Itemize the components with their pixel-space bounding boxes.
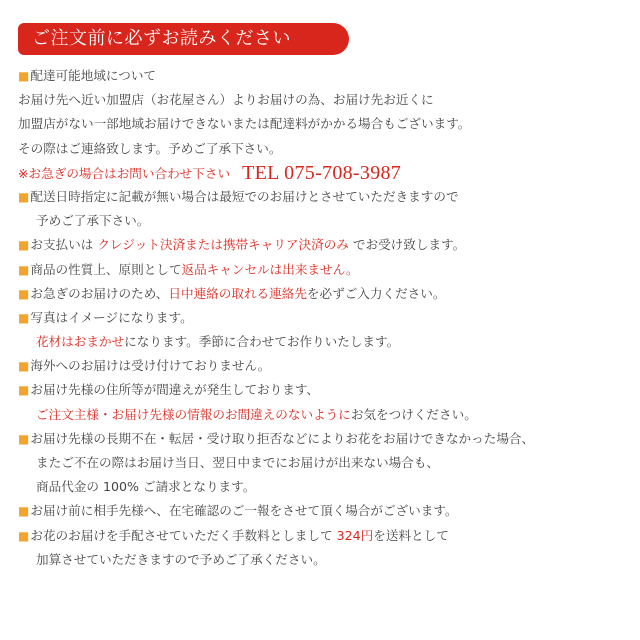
payment-methods: クレジット決済または携帯キャリア決済のみ: [97, 237, 349, 253]
area-heading: 配達可能地域について: [30, 68, 157, 83]
contact-line: [18, 282, 630, 306]
contact-text-after: を必ずご入力ください。: [306, 285, 446, 301]
absence-line-2: [18, 451, 630, 475]
phone-number: TEL 075-708-3987: [242, 161, 402, 184]
flower-choice-note: 花材はおまかせ: [36, 334, 125, 350]
area-text-line-3: [18, 137, 630, 161]
absence-line-1: [18, 427, 630, 451]
payment-text-before: お支払いは: [30, 237, 98, 253]
delivery-date-text-2: 予めご了承下さい。: [36, 213, 150, 229]
returns-text-before: 商品の性質上、原則として: [30, 261, 182, 277]
daytime-contact: 日中連絡の取れる連絡先: [168, 285, 307, 301]
address-warning: ご注文主様・お届け先様の情報のお間違えのないように: [36, 406, 351, 422]
overseas-line: [18, 354, 630, 378]
area-text-line-2: [18, 112, 630, 136]
address-line-2: [18, 403, 630, 427]
contact-text-before: お急ぎのお届けのため、: [30, 285, 169, 301]
prior-notice-line: [18, 499, 630, 523]
bullet-square-icon: ■: [18, 262, 30, 277]
area-text-3: その際はご連絡致します。予めご了承下さい。: [18, 140, 282, 156]
absence-text-3: 商品代金の 100% ご請求となります。: [36, 479, 256, 495]
area-text-2: 加盟店がない一部地域お届けできないまたは配達料がかかる場合もございます。: [18, 116, 471, 132]
prior-notice-text: お届け前に相手先様へ、在宅確認のご一報をさせて頂く場合がございます。: [30, 503, 458, 519]
photo-text-2: になります。季節に合わせてお作りいたします。: [124, 334, 400, 350]
bullet-square-icon: ■: [18, 504, 30, 519]
returns-line: [18, 258, 630, 282]
bullet-square-icon: ■: [18, 431, 30, 446]
overseas-text: 海外へのお届けは受け付けておりません。: [30, 358, 271, 374]
bullet-square-icon: ■: [18, 310, 30, 325]
urgent-contact-line: [18, 161, 630, 185]
bullet-square-icon: ■: [18, 528, 30, 543]
fee-line-2: [18, 548, 630, 572]
notice-list: [18, 64, 630, 572]
address-text-2: お気をつけください。: [350, 406, 477, 422]
photo-line-1: [18, 306, 630, 330]
payment-text-after: でお受け致します。: [348, 237, 466, 253]
address-text-1: お届け先様の住所等が間違えが発生しております、: [30, 382, 319, 398]
bullet-square-icon: ■: [18, 359, 30, 374]
fee-text-before: お花のお届けを手配させていただく手数料としまして: [30, 527, 337, 543]
delivery-date-text-1: 配送日時指定に記載が無い場合は最短でのお届けとさせていただきますので: [30, 188, 459, 204]
bullet-square-icon: ■: [18, 286, 30, 301]
urgent-note: ※お急ぎの場合はお問い合わせ下さい: [18, 165, 231, 181]
bullet-square-icon: ■: [18, 189, 30, 204]
absence-text-1: お届け先様の長期不在・転居・受け取り拒否などによりお花をお届けできなかった場合、: [30, 430, 535, 446]
area-heading-line: [18, 64, 630, 88]
address-line-1: [18, 378, 630, 402]
delivery-date-line-2: [18, 209, 630, 233]
fee-text-after: を送料として: [373, 527, 449, 543]
fee-amount: 324円: [336, 527, 374, 543]
banner-title: ご注文前に必ずお読みください: [32, 28, 291, 49]
fee-line-1: [18, 524, 630, 548]
notice-banner: [18, 23, 349, 55]
fee-text-2: 加算させていただきますので予めご了承ください。: [36, 551, 326, 567]
area-text-line-1: [18, 88, 630, 112]
payment-line: [18, 233, 630, 257]
absence-line-3: [18, 475, 630, 499]
photo-text-1: 写真はイメージになります。: [30, 309, 193, 325]
delivery-date-line-1: [18, 185, 630, 209]
bullet-square-icon: ■: [18, 238, 30, 253]
bullet-square-icon: ■: [18, 383, 30, 398]
absence-text-2: またご不在の際はお届け当日、翌日中までにお届けが出来ない場合も、: [36, 455, 439, 470]
bullet-square-icon: ■: [18, 69, 30, 83]
no-returns-notice: 返品キャンセルは出来ません。: [181, 261, 359, 277]
area-text-1: お届け先へ近い加盟店（お花屋さん）よりお届けの為、お届け先お近くに: [18, 92, 434, 108]
photo-line-2: [18, 330, 630, 354]
